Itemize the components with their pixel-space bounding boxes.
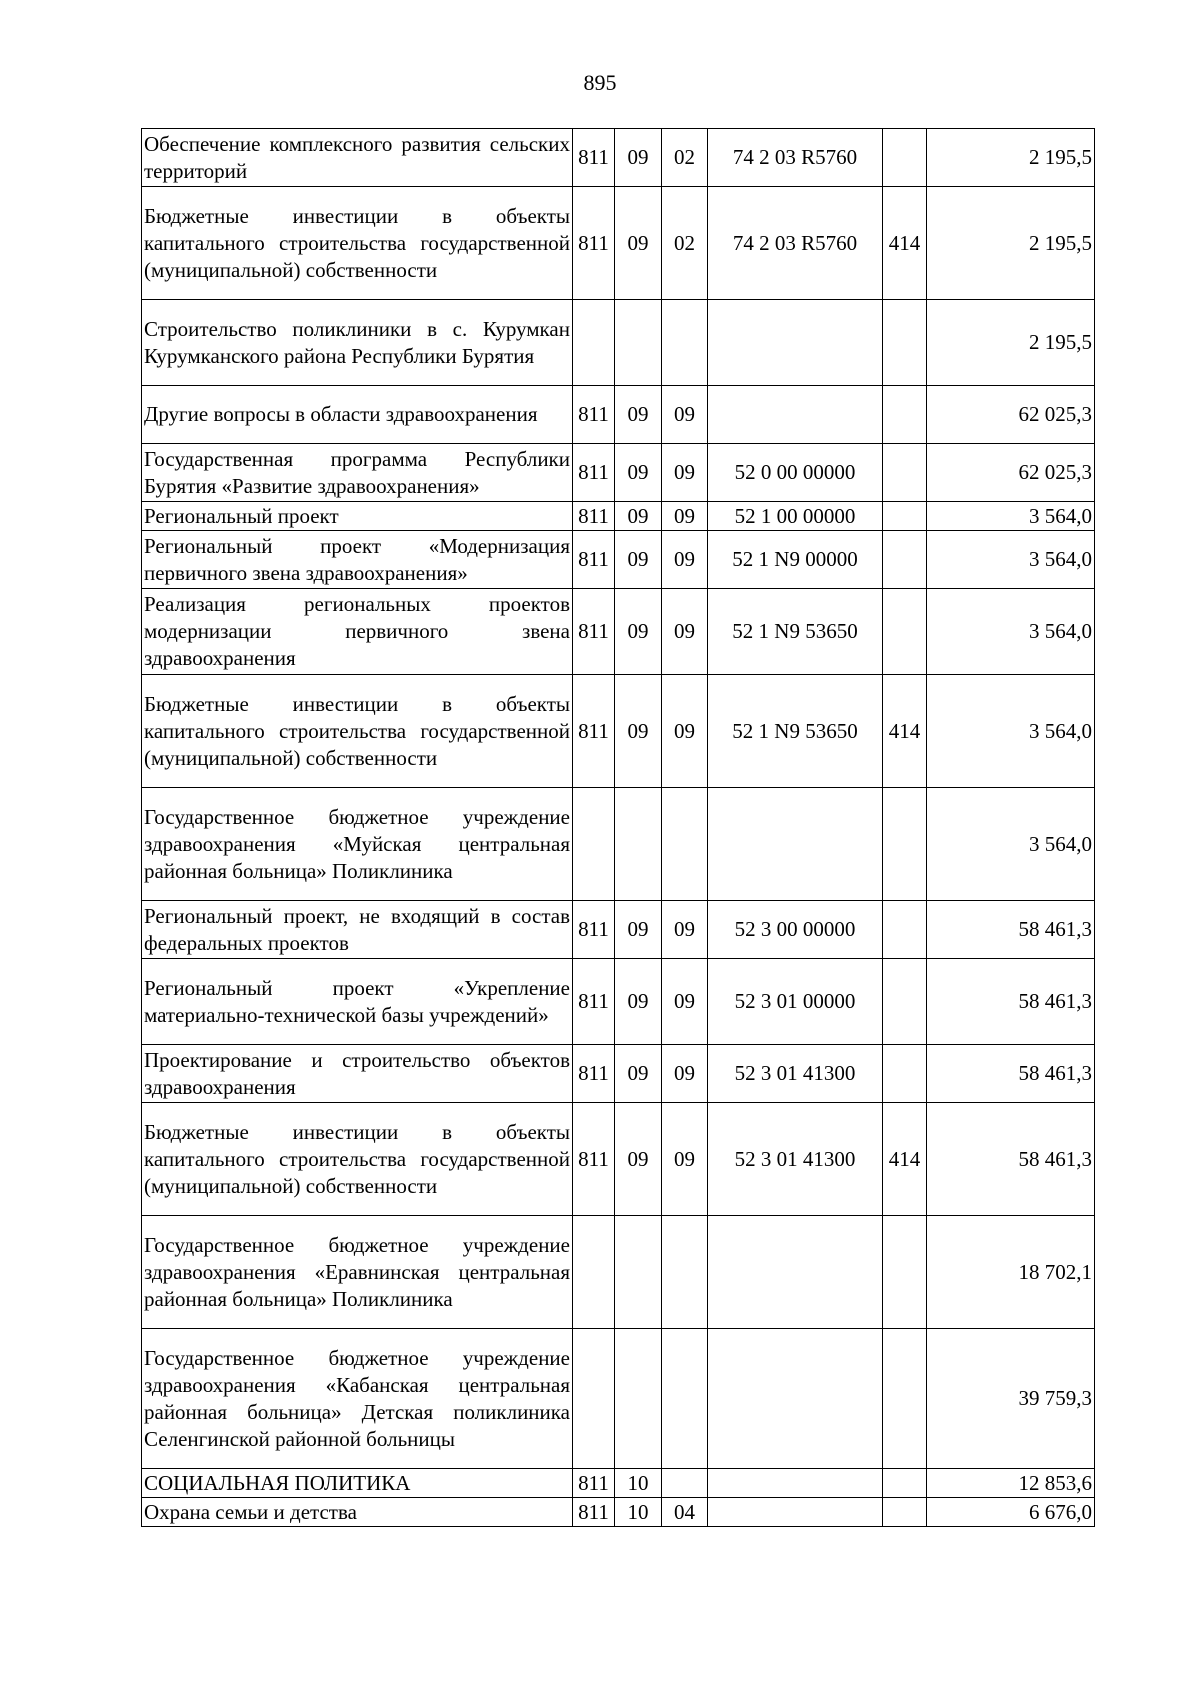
cell-name: Реализация региональных проектов модернизации первичного звена здравоохранения (142, 589, 573, 675)
cell-sum: 62 025,3 (927, 444, 1095, 502)
cell-sum: 58 461,3 (927, 959, 1095, 1045)
cell-name: Региональный проект «Укрепление материально-технической базы учреждений» (142, 959, 573, 1045)
cell-rz: 09 (615, 959, 662, 1045)
cell-vr (883, 300, 927, 386)
cell-rz (615, 300, 662, 386)
cell-rz: 09 (615, 444, 662, 502)
cell-csr: 52 1 N9 53650 (708, 675, 883, 788)
cell-pr: 04 (662, 1498, 708, 1527)
cell-sum: 12 853,6 (927, 1469, 1095, 1498)
cell-ved (573, 788, 615, 901)
table-row (142, 675, 1095, 788)
cell-pr: 09 (662, 502, 708, 531)
cell-vr (883, 444, 927, 502)
cell-sum: 58 461,3 (927, 1045, 1095, 1103)
table-row (142, 1498, 1095, 1527)
table-row (142, 502, 1095, 531)
table-row (142, 901, 1095, 959)
cell-csr: 52 3 00 00000 (708, 901, 883, 959)
table-row (142, 444, 1095, 502)
cell-name: Бюджетные инвестиции в объекты капитального строительства государственной (муниципальной) собственности (142, 1103, 573, 1216)
cell-csr (708, 386, 883, 444)
cell-csr: 52 3 01 41300 (708, 1045, 883, 1103)
table-row (142, 1103, 1095, 1216)
cell-vr (883, 531, 927, 589)
cell-csr: 52 1 N9 53650 (708, 589, 883, 675)
cell-pr: 02 (662, 187, 708, 300)
cell-vr (883, 129, 927, 187)
cell-sum: 2 195,5 (927, 300, 1095, 386)
cell-rz: 09 (615, 129, 662, 187)
cell-name: Другие вопросы в области здравоохранения (142, 386, 573, 444)
cell-sum: 3 564,0 (927, 675, 1095, 788)
cell-pr: 09 (662, 675, 708, 788)
cell-csr: 52 3 01 00000 (708, 959, 883, 1045)
cell-ved: 811 (573, 531, 615, 589)
cell-name: Государственное бюджетное учреждение здравоохранения «Муйская центральная районная больница» Поликлиника (142, 788, 573, 901)
cell-pr (662, 300, 708, 386)
cell-csr (708, 788, 883, 901)
cell-ved: 811 (573, 1103, 615, 1216)
cell-vr (883, 1498, 927, 1527)
cell-name: Бюджетные инвестиции в объекты капитального строительства государственной (муниципальной) собственности (142, 187, 573, 300)
cell-rz: 09 (615, 187, 662, 300)
table-row (142, 531, 1095, 589)
cell-sum: 39 759,3 (927, 1329, 1095, 1469)
cell-csr (708, 1498, 883, 1527)
cell-csr (708, 1216, 883, 1329)
cell-sum: 6 676,0 (927, 1498, 1095, 1527)
cell-rz: 09 (615, 531, 662, 589)
cell-ved (573, 1216, 615, 1329)
table-row (142, 1216, 1095, 1329)
cell-name: Бюджетные инвестиции в объекты капитального строительства государственной (муниципальной) собственности (142, 675, 573, 788)
cell-ved (573, 300, 615, 386)
table-body (142, 129, 1095, 1527)
cell-vr (883, 502, 927, 531)
cell-rz: 09 (615, 502, 662, 531)
cell-csr: 52 1 N9 00000 (708, 531, 883, 589)
budget-table (141, 128, 1095, 1527)
cell-sum: 3 564,0 (927, 531, 1095, 589)
cell-sum: 2 195,5 (927, 187, 1095, 300)
cell-vr (883, 959, 927, 1045)
cell-vr (883, 1329, 927, 1469)
cell-ved: 811 (573, 502, 615, 531)
cell-pr: 09 (662, 589, 708, 675)
table-row (142, 1329, 1095, 1469)
cell-pr (662, 788, 708, 901)
cell-csr (708, 1329, 883, 1469)
cell-name: Проектирование и строительство объектов здравоохранения (142, 1045, 573, 1103)
cell-pr: 09 (662, 1103, 708, 1216)
cell-pr: 09 (662, 386, 708, 444)
table-row (142, 1045, 1095, 1103)
cell-ved: 811 (573, 386, 615, 444)
cell-rz: 09 (615, 589, 662, 675)
table-row (142, 386, 1095, 444)
cell-name: Государственное бюджетное учреждение здравоохранения «Кабанская центральная районная больница» Детская поликлиника Селенгинской районной больницы (142, 1329, 573, 1469)
cell-csr: 74 2 03 R5760 (708, 187, 883, 300)
table-row (142, 589, 1095, 675)
cell-csr: 52 3 01 41300 (708, 1103, 883, 1216)
cell-ved: 811 (573, 959, 615, 1045)
cell-ved: 811 (573, 675, 615, 788)
cell-ved: 811 (573, 444, 615, 502)
cell-vr: 414 (883, 1103, 927, 1216)
cell-pr: 09 (662, 959, 708, 1045)
cell-rz (615, 1329, 662, 1469)
table-row (142, 1469, 1095, 1498)
cell-vr (883, 788, 927, 901)
cell-rz: 09 (615, 901, 662, 959)
cell-rz: 09 (615, 1103, 662, 1216)
table-row (142, 129, 1095, 187)
cell-vr (883, 1469, 927, 1498)
cell-name: Государственное бюджетное учреждение здравоохранения «Еравнинская центральная районная больница» Поликлиника (142, 1216, 573, 1329)
cell-sum: 58 461,3 (927, 1103, 1095, 1216)
table-row (142, 959, 1095, 1045)
cell-sum: 62 025,3 (927, 386, 1095, 444)
cell-ved: 811 (573, 1469, 615, 1498)
cell-rz (615, 1216, 662, 1329)
page-number: 895 (583, 70, 617, 95)
cell-pr: 02 (662, 129, 708, 187)
cell-pr: 09 (662, 531, 708, 589)
cell-vr: 414 (883, 187, 927, 300)
cell-pr: 09 (662, 1045, 708, 1103)
table-row (142, 300, 1095, 386)
cell-ved: 811 (573, 901, 615, 959)
cell-name: Региональный проект, не входящий в состав федеральных проектов (142, 901, 573, 959)
cell-pr (662, 1216, 708, 1329)
table-row (142, 187, 1095, 300)
cell-vr (883, 901, 927, 959)
cell-sum: 2 195,5 (927, 129, 1095, 187)
cell-name: СОЦИАЛЬНАЯ ПОЛИТИКА (142, 1469, 573, 1498)
cell-ved: 811 (573, 129, 615, 187)
cell-vr (883, 1045, 927, 1103)
cell-sum: 18 702,1 (927, 1216, 1095, 1329)
cell-name: Охрана семьи и детства (142, 1498, 573, 1527)
cell-csr (708, 300, 883, 386)
cell-pr: 09 (662, 901, 708, 959)
cell-vr (883, 1216, 927, 1329)
cell-name: Обеспечение комплексного развития сельских территорий (142, 129, 573, 187)
cell-sum: 3 564,0 (927, 589, 1095, 675)
cell-csr: 74 2 03 R5760 (708, 129, 883, 187)
cell-pr (662, 1329, 708, 1469)
cell-vr: 414 (883, 675, 927, 788)
cell-name: Строительство поликлиники в с. Курумкан Курумканского района Республики Бурятия (142, 300, 573, 386)
cell-csr (708, 1469, 883, 1498)
cell-rz: 10 (615, 1469, 662, 1498)
cell-ved (573, 1329, 615, 1469)
cell-name: Региональный проект (142, 502, 573, 531)
cell-ved: 811 (573, 1498, 615, 1527)
cell-ved: 811 (573, 187, 615, 300)
cell-rz: 09 (615, 675, 662, 788)
cell-csr: 52 0 00 00000 (708, 444, 883, 502)
cell-rz: 09 (615, 386, 662, 444)
cell-sum: 3 564,0 (927, 502, 1095, 531)
cell-ved: 811 (573, 589, 615, 675)
cell-name: Государственная программа Республики Бурятия «Развитие здравоохранения» (142, 444, 573, 502)
cell-ved: 811 (573, 1045, 615, 1103)
cell-pr: 09 (662, 444, 708, 502)
cell-sum: 3 564,0 (927, 788, 1095, 901)
cell-rz (615, 788, 662, 901)
cell-pr (662, 1469, 708, 1498)
cell-sum: 58 461,3 (927, 901, 1095, 959)
cell-vr (883, 386, 927, 444)
cell-csr: 52 1 00 00000 (708, 502, 883, 531)
cell-name: Региональный проект «Модернизация первичного звена здравоохранения» (142, 531, 573, 589)
cell-rz: 10 (615, 1498, 662, 1527)
cell-vr (883, 589, 927, 675)
table-row (142, 788, 1095, 901)
cell-rz: 09 (615, 1045, 662, 1103)
